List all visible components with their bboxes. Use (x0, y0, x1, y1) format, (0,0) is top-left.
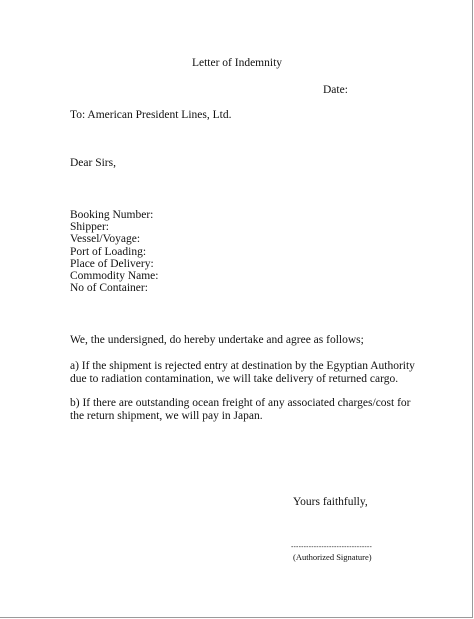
shipper-label: Shipper: (70, 221, 109, 234)
vessel-voyage-label: Vessel/Voyage: (70, 233, 141, 246)
commodity-name-label: Commodity Name: (70, 270, 159, 283)
booking-number-label: Booking Number: (70, 209, 154, 221)
intro-line: We, the undersigned, do hereby undertake and agree as follows; (70, 334, 364, 346)
clause-b-paragraph (70, 397, 415, 424)
clause-b-line-2: the return shipment, we will pay in Japan. (70, 410, 263, 423)
clause-b-line-1: b) If there are outstanding ocean freight of any associated charges/cost for (70, 397, 411, 409)
intro-paragraph (70, 334, 415, 347)
booking-details (70, 209, 158, 294)
no-of-container-label: No of Container: (70, 282, 148, 295)
closing-line: Yours faithfully, (293, 496, 368, 508)
recipient-line: To: American President Lines, Ltd. (70, 109, 232, 121)
port-of-loading-label: Port of Loading: (70, 245, 147, 258)
signature-line: -------------------------------- (291, 544, 372, 551)
salutation: Dear Sirs, (70, 157, 116, 169)
clause-a-paragraph (70, 360, 415, 387)
letter-title: Letter of Indemnity (191, 57, 283, 69)
date-label: Date: (323, 84, 348, 96)
clause-a-line-2: due to radiation contamination, we will take delivery of returned cargo. (70, 373, 399, 386)
signature-caption: (Authorized Signature) (293, 552, 372, 562)
clause-a-line-1: a) If the shipment is rejected entry at destination by the Egyptian Authority (70, 360, 415, 372)
place-of-delivery-label: Place of Delivery: (70, 257, 154, 270)
